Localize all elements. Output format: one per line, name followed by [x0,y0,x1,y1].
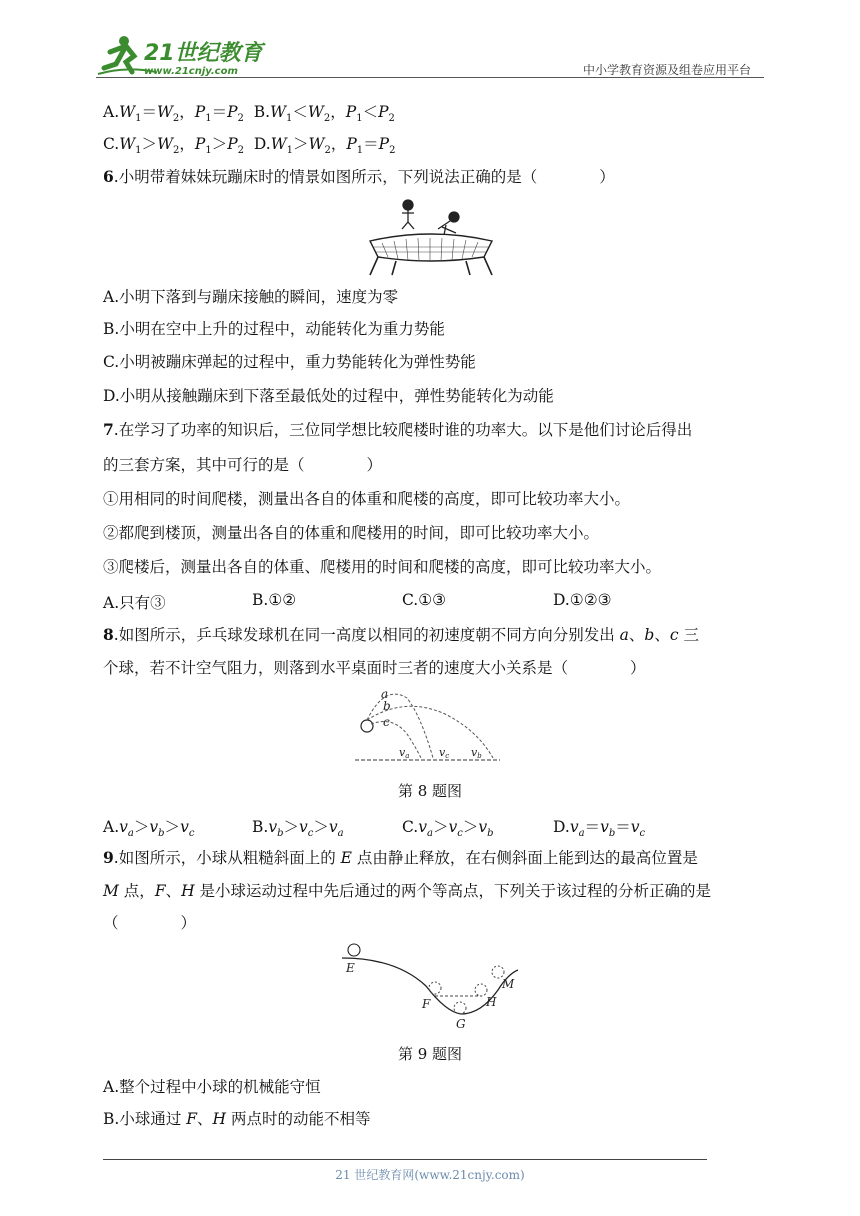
q9-stem-line1: 9.如图所示，小球从粗糙斜面上的 E 点由静止释放，在右侧斜面上能到达的最高位置是 [103,848,698,867]
q7-option-b: B.①② [252,591,297,609]
q6-option-b: B.小明在空中上升的过程中，动能转化为重力势能 [103,320,445,338]
label-va: va [399,746,410,760]
header-right-text: 中小学教育资源及组卷应用平台 [583,63,752,77]
label-c: c [383,715,390,729]
footer-text: 21 世纪教育网(www.21cnjy.com) [335,1168,525,1182]
q8-figure [355,686,505,766]
q9-caption: 第 9 题图 [397,1045,463,1063]
q7-plan-2: ②都爬到楼顶，测量出各自的体重和爬楼用的时间，即可比较功率大小。 [103,524,600,542]
site-logo [96,32,266,78]
q9-option-b: B.小球通过 F、H 两点时的动能不相等 [103,1110,371,1128]
label-vc: vc [439,746,450,760]
q9-figure [336,940,526,1034]
logo-url: www.21cnjy.com [144,66,238,77]
q7-option-a: A.只有③ [103,594,166,612]
svg-text:H: H [486,995,497,1009]
header-rule [96,77,764,78]
svg-text:E: E [346,961,355,975]
q6-option-a: A.小明下落到与蹦床接触的瞬间，速度为零 [103,288,399,306]
q8-stem-line1: 8.如图所示，乒乓球发球机在同一高度以相同的初速度朝不同方向分别发出 a、b、c 三 [103,625,699,644]
q9-option-a: A.整个过程中小球的机械能守恒 [103,1078,321,1096]
logo-main: 21世纪教育 [144,41,263,66]
q8-option-b: $B.v_b>v_c>v_a$ [252,818,344,840]
q8-option-a: $A.v_a>v_b>v_c$ [103,818,195,840]
label-b: b [383,699,391,713]
trampoline-figure [366,195,496,281]
q7-stem-line1: 7.在学习了功率的知识后，三位同学想比较爬楼时谁的功率大。以下是他们讨论后得出 [103,420,693,439]
q8-stem-line2: 个球，若不计空气阻力，则落到水平桌面时三者的速度大小关系是（ ） [103,659,646,677]
svg-text:M: M [502,977,515,991]
q6-option-c: C.小明被蹦床弹起的过程中，重力势能转化为弹性势能 [103,353,476,371]
q9-stem-line3: （ ） [103,914,197,932]
trampoline-bed [370,234,492,261]
q8-caption: 第 8 题图 [397,782,463,800]
q6-option-d: D.小明从接触蹦床到下落至最低处的过程中，弹性势能转化为动能 [103,387,554,405]
kid-right-icon [438,212,459,235]
ball-e-icon [348,944,360,956]
q7-plan-3: ③爬楼后，测量出各自的体重、爬楼用的时间和爬楼的高度，即可比较功率大小。 [103,558,662,576]
q7-stem-line2: 的三套方案，其中可行的是（ ） [103,456,383,474]
q8-option-d: $D.v_a=v_b=v_c$ [553,818,646,840]
footer-rule [103,1159,707,1160]
q5-options-line1: $A.W_1=W_2$，$P_1=P_2$ $B.W_1<W_2$，$P_1<P_2$ [103,103,395,125]
q6-stem: 6.小明带着妹妹玩蹦床时的情景如图所示，下列说法正确的是（ ） [103,167,615,186]
label-vb: vb [471,746,482,760]
q8-option-c: $C.v_a>v_c>v_b$ [402,818,494,840]
q5-options-line2: $C.W_1>W_2$，$P_1>P_2$ $D.W_1>W_2$，$P_1=P_2$ [103,135,396,157]
q7-option-c: C.①③ [402,591,447,609]
ball-machine-icon [361,720,373,732]
q7-option-d: D.①②③ [553,591,612,609]
q7-plan-1: ①用相同的时间爬楼，测量出各自的体重和爬楼的高度，即可比较功率大小。 [103,490,631,508]
kid-left-icon [402,200,414,229]
svg-text:G: G [456,1017,466,1031]
label-a: a [381,687,389,701]
svg-text:F: F [422,997,431,1011]
q9-stem-line2: M 点，F、H 是小球运动过程中先后通过的两个等高点，下列关于该过程的分析正确的是 [103,882,712,900]
